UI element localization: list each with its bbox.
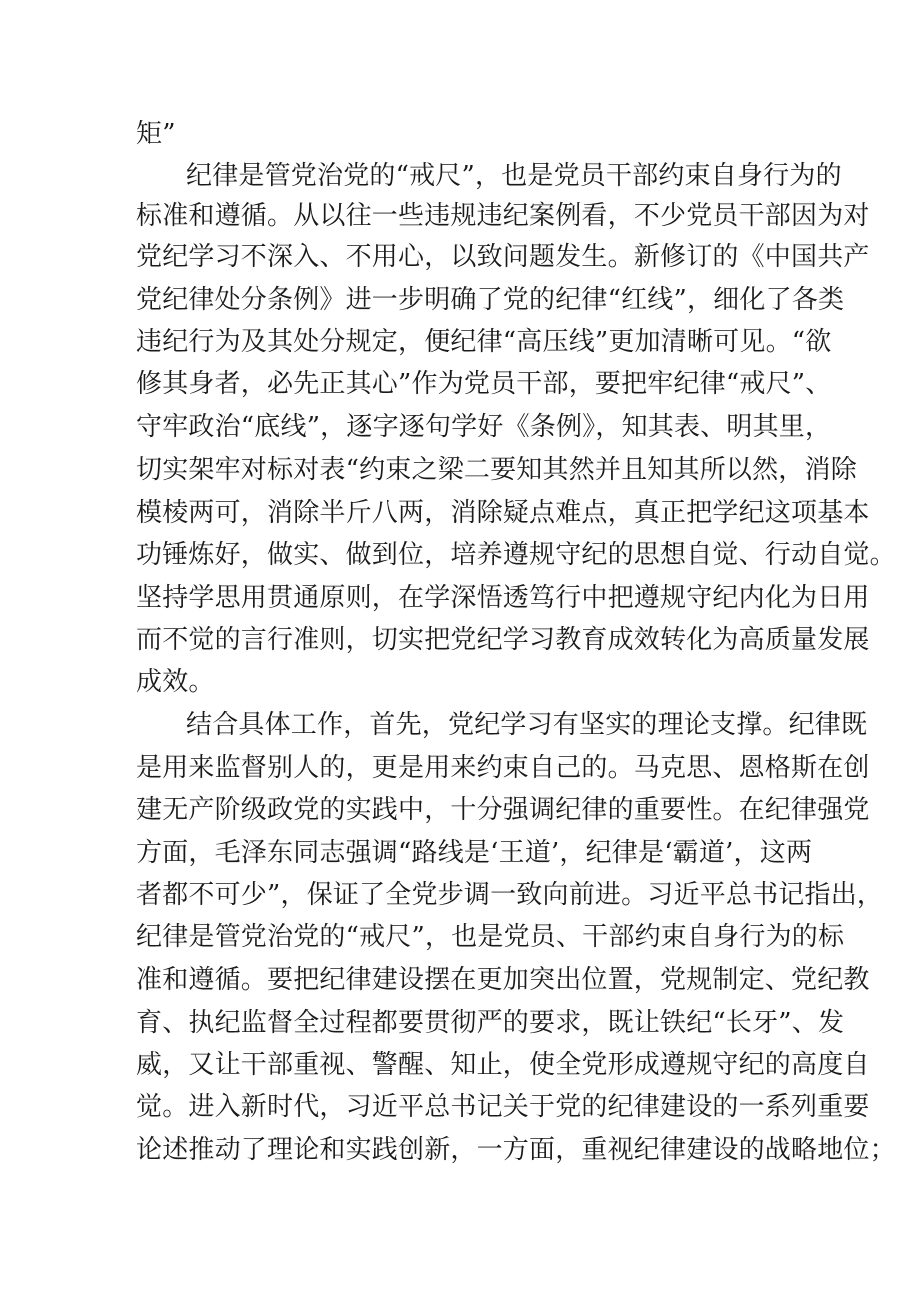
text-line: 者都不可少”，保证了全党步调一致向前进。习近平总书记指出， xyxy=(136,880,884,910)
text-line: 纪律是管党治党的“戒尺”，也是党员、干部约束自身行为的标 xyxy=(136,922,845,952)
text-line: 觉。进入新时代，习近平总书记关于党的纪律建设的一系列重要 xyxy=(136,1092,870,1122)
text-line: 守牢政治“底线”，逐字逐句学好《条例》，知其表、明其里， xyxy=(136,412,832,442)
text-line: 功锤炼好，做实、做到位，培养遵规守纪的思想自觉、行动自觉。 xyxy=(136,540,896,570)
text-line: 矩” xyxy=(136,119,176,149)
text-line: 违纪行为及其处分规定，便纪律“高压线”更加清晰可见。“欲 xyxy=(136,327,832,357)
text-line: 准和遵循。要把纪律建设摆在更加突出位置，党规制定、党纪教 xyxy=(136,965,870,995)
text-line: 威，又让干部重视、警醒、知止，使全党形成遵规守纪的高度自 xyxy=(136,1050,870,1080)
text-line: 模棱两可，消除半斤八两，消除疑点难点，真正把学纪这项基本 xyxy=(136,498,870,528)
text-line: 成效。 xyxy=(136,667,215,697)
text-line: 坚持学思用贯通原则，在学深悟透笃行中把遵规守纪内化为日用 xyxy=(136,583,870,613)
text-line: 修其身者，必先正其心”作为党员干部，要把牢纪律“戒尺”、 xyxy=(136,369,832,399)
text-line: 而不觉的言行准则，切实把党纪学习教育成效转化为高质量发展 xyxy=(136,625,870,655)
text-line: 切实架牢对标对表“约束之梁二要知其然并且知其所以然，消除 xyxy=(136,455,857,485)
paragraph-first-line: 纪律是管党治党的“戒尺”，也是党员干部约束自身行为的 xyxy=(186,161,842,191)
text-line: 党纪学习不深入、不用心，以致问题发生。新修订的《中国共产 xyxy=(136,242,870,272)
text-line: 育、执纪监督全过程都要贯彻严的要求，既让铁纪“长牙”、发 xyxy=(136,1008,845,1038)
text-line: 党纪律处分条例》进一步明确了党的纪律“红线”，细化了各类 xyxy=(136,285,845,315)
text-line: 建无产阶级政党的实践中，十分强调纪律的重要性。在纪律强党 xyxy=(136,795,870,825)
text-line: 是用来监督别人的，更是用来约束自己的。马克思、恩格斯在创 xyxy=(136,753,870,783)
text-line: 标准和遵循。从以往一些违规违纪案例看，不少党员干部因为对 xyxy=(136,201,870,231)
text-line: 方面，毛泽东同志强调“路线是‘王道’，纪律是‘霸道’，这两 xyxy=(136,838,813,868)
text-line: 论述推动了理论和实践创新，一方面，重视纪律建设的战略地位； xyxy=(136,1135,896,1165)
paragraph-first-line: 结合具体工作，首先，党纪学习有坚实的理论支撑。纪律既 xyxy=(186,710,868,740)
